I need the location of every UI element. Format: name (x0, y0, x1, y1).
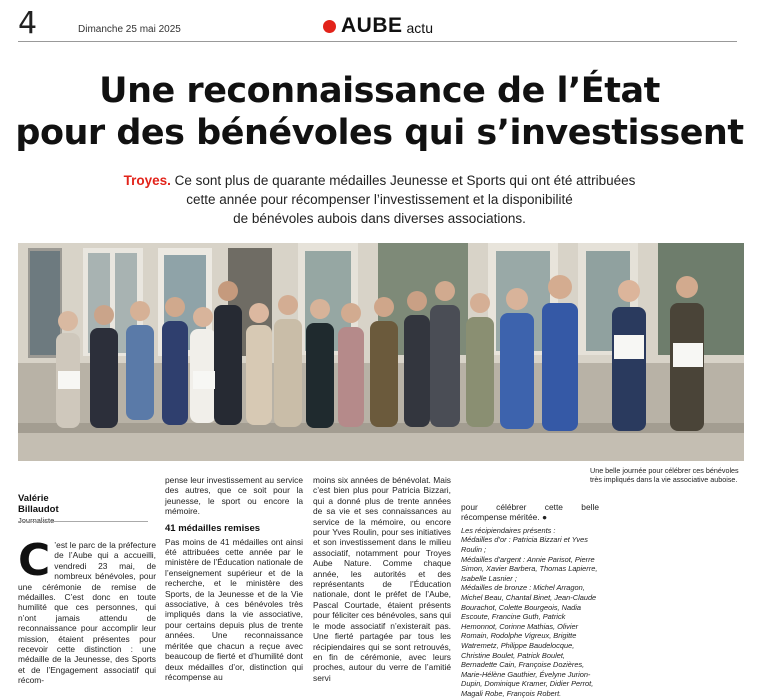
column-2-text-a: pense leur investissement au service des autres, que ce soit pour la jeunesse, le sport ou encore la mémoire. (165, 475, 303, 517)
article-column-4 (461, 502, 599, 699)
recipients-bronze: Médailles de bronze : Michel Arragon, Michel Beau, Chantal Binet, Jean-Claude Bourachot, Colette Bourgeois, Nadia Escoute, Francine Guth, Patrick Hemonnot, Corinne Mathias, Olivier Romain, Rodolphe Vigreux, Brigitte Watremetz, Philippe Baudelocque, Christine Boulet, Patrick Boulet, Bernadette Cain, Françoise Dozières, Marie-Hélène Gauthier, Évelyne Jurion-Dupin, Dominique Kramer, Didier Perrot, Magali Robe, François Robert. (461, 583, 597, 698)
headline-line-1: Une reconnaissance de l’État (99, 71, 660, 111)
page-header (18, 0, 737, 42)
recipients-list (461, 526, 599, 699)
lead-paragraph (100, 171, 659, 228)
lead-text-1: Ce sont plus de quarante médailles Jeunesse et Sports qui ont été attribuées (174, 173, 636, 188)
article-column-2 (165, 475, 303, 682)
recipients-gold: Médailles d’or : Patricia Bizzari et Yves Roulin ; (461, 535, 588, 554)
photo-caption: Une belle journée pour célébrer ces bénévoles très impliqués dans la vie associative auboise. (590, 466, 739, 484)
lead-city: Troyes. (123, 173, 171, 188)
article-column-3: moins six années de bénévolat. Mais c’est bien plus pour Patricia Bizzari, qui a donné plus de trente années de sa vie et ses connaissances au service de la mémoire, ou encore pour Yves Roulin, pour ses initiatives et son investissement dans le milieu associatif, notamment pour Troyes Aube Nature. Comme chaque année, les autorités et des représentants de l’Éducation nationale, dont le préfet de l’Aube, Pascal Courtade, étaient présents pour féliciter ces bénévoles, sans qui le mode associatif n’existerait pas. Une fierté partagée par tous les récipiendaires qui se sont retrouvés, en fin de cérémonie, avec leurs proches, autour du verre de l’amitié servi (313, 475, 451, 683)
red-dot-icon (323, 20, 336, 33)
group-photo-illustration (18, 243, 744, 461)
column-2-text-b: Pas moins de 41 médailles ont ainsi été attribuées cette année par le ministère de l’Éducation nationale de l’enseignement supérieur et de la recherche, et le ministère des Sports, de la Jeunesse et de la Vie associative, à ces bénévoles très impliqués dans la vie associative, pour certains depuis plus de trente années. Une reconnaissance méritée que chacun a reçue avec beaucoup de fierté et d’humilité dont deux médailles d’or, distinction qui récompense au (165, 536, 303, 682)
article-column-1 (18, 535, 156, 686)
author-last-name: Billaudot (18, 504, 59, 515)
column-1-text: ’est le parc de la préfecture de l’Aube qui a accueilli, vendredi 23 mai, de nombreux bénévoles, pour une cérémonie de remise de médailles. C’est donc en toute humilité que ces personnes, qui n’ont jamais attendu de reconnaissance pour accomplir leur mission, étaient présentes pour recevoir cette distinction : une médaille de la Jeunesse, des Sports et de l’Engagement associatif qui récom- (18, 540, 156, 686)
drop-cap: C (18, 535, 51, 586)
lead-line-2: cette année pour récompenser l’investissement et la disponibilité (186, 192, 573, 207)
author-first-name: Valérie (18, 493, 49, 504)
column-4-text: pour célébrer cette belle récompense méritée. ● (461, 502, 599, 523)
section-subname: actu (406, 20, 433, 36)
headline-line-2: pour des bénévoles qui s’investissent (15, 113, 744, 153)
lead-line-3: de bénévoles aubois dans diverses associations. (233, 211, 526, 226)
page-number: 4 (18, 6, 38, 41)
subheading: 41 médailles remises (165, 522, 261, 534)
section-label (323, 14, 433, 38)
author-role: Journaliste (18, 516, 55, 525)
recipients-title: Les récipiendaires présents : (461, 525, 556, 535)
section-name: AUBE (341, 14, 403, 37)
lead-line-1 (100, 171, 659, 190)
recipients-silver: Médailles d’argent : Annie Parisot, Pierre Simon, Xavier Barbera, Thomas Lapierre, Isabelle Lasnier ; (461, 554, 598, 583)
issue-date: Dimanche 25 mai 2025 (78, 24, 181, 35)
group-photo (18, 243, 744, 461)
headline (10, 70, 749, 154)
byline-divider (18, 521, 148, 522)
